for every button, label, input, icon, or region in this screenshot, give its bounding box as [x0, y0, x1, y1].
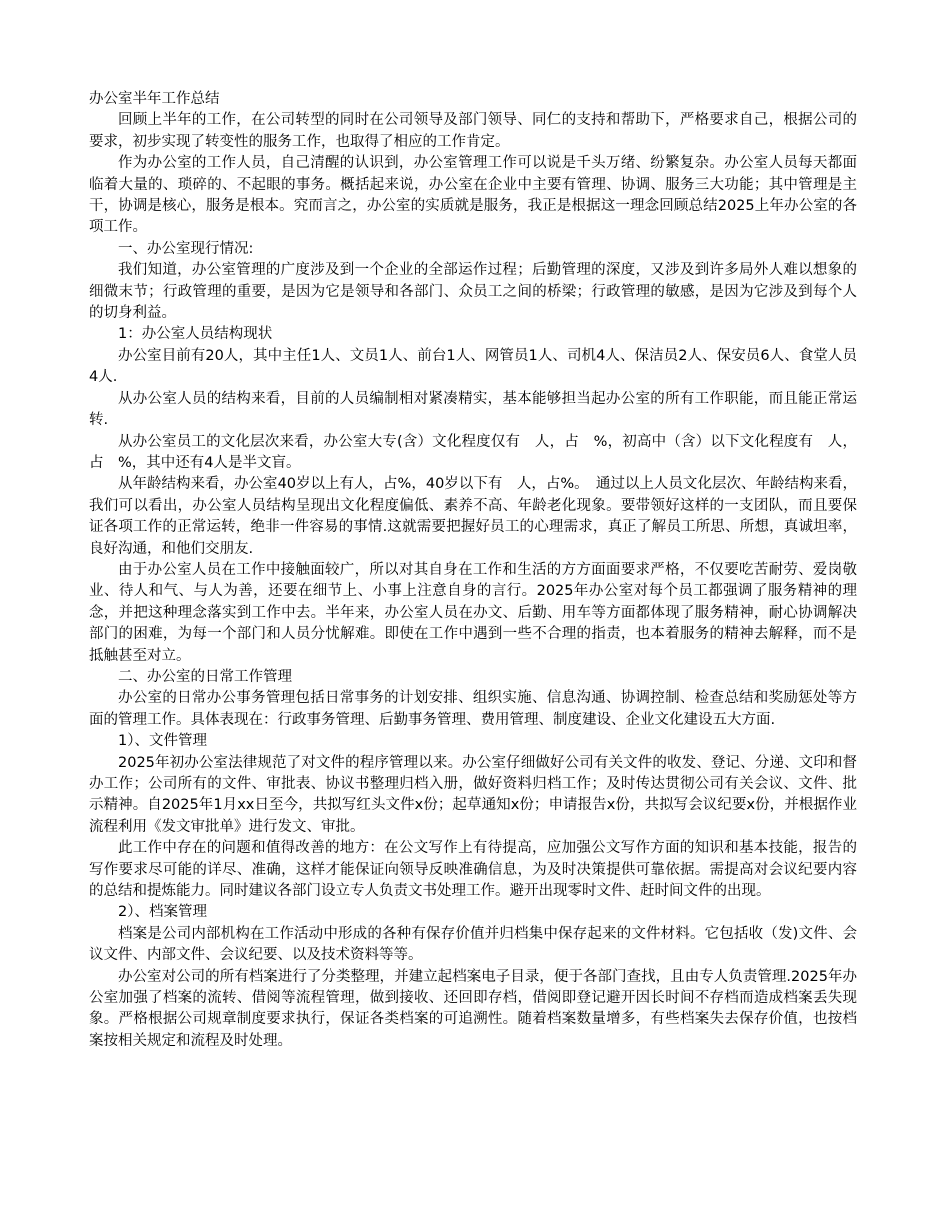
paragraph: 回顾上半年的工作，在公司转型的同时在公司领导及部门领导、同仁的支持和帮助下，严格要求自己，根据公司的要求，初步实现了转变性的服务工作，也取得了相应的工作肯定。: [89, 112, 857, 150]
paragraph: 从办公室员工的文化层次来看，办公室大专(含）文化程度仅有 人，占 %，初高中（含）以下文化程度有 人，占 %，其中还有4人是半文盲。: [89, 433, 857, 471]
section-heading: 二、办公室的日常工作管理: [118, 668, 292, 685]
paragraph: 办公室对公司的所有档案进行了分类整理，并建立起档案电子目录，便于各部门查找，且由专人负责管理.2025年办公室加强了档案的流转、借阅等流程管理，做到接收、还回即存档，借阅即登记避开因长时间不存档而造成档案丢失现象。严格根据公司规章制度要求执行，保证各类档案的可追溯性。随着档案数量增多，有些档案失去保存价值，也按档案按相关规定和流程及时处理。: [89, 968, 857, 1049]
paragraph: 从办公室人员的结构来看，目前的人员编制相对紧凑精实，基本能够担当起办公室的所有工作职能，而且能正常运转.: [89, 390, 857, 429]
section-heading: 一、办公室现行情况:: [118, 240, 254, 257]
paragraph: 办公室目前有20人，其中主任1人、文员1人、前台1人、网管员1人、司机4人、保洁员2人、保安员6人、食堂人员4人.: [89, 347, 857, 386]
document-page: [89, 89, 857, 1052]
paragraph: 2025年初办公室法律规范了对文件的程序管理以来。办公室仔细做好公司有关文件的收发、登记、分递、文印和督办工作；公司所有的文件、审批表、协议书整理归档入册，做好资料归档工作；及时传达贯彻公司有关会议、文件、批示精神。自2025年1月xx日至今，共拟写红头文件x份；起草通知x份；申请报告x份，共拟写会议纪要x份，并根据作业流程利用《发文审批单》进行发文、审批。: [89, 754, 857, 835]
paragraph: 从年龄结构来看，办公室40岁以上有人，占%，40岁以下有 人，占%。 通过以上人员文化层次、年龄结构来看，我们可以看出，办公室人员结构呈现出文化程度偏低、素养不高、年龄老化现象。要带领好这样的一支团队，而且要保证各项工作的正常运转，绝非一件容易的事情.这就需要把握好员工的心理需求，真正了解员工所思、所想，真诚坦率，良好沟通，和他们交朋友.: [89, 476, 857, 557]
paragraph: 由于办公室人员在工作中接触面较广，所以对其自身在工作和生活的方方面面要求严格，不仅要吃苦耐劳、爱岗敬业、待人和气、与人为善，还要在细节上、小事上注意自身的言行。2025年办公室对每个员工都强调了服务精神的理念，并把这种理念落实到工作中去。半年来，办公室人员在办文、后勤、用车等方面都体现了服务精神，耐心协调解决部门的困难，为每一个部门和人员分忧解难。即使在工作中遇到一些不合理的指责，也本着服务的精神去解释，而不是抵触甚至对立。: [89, 561, 857, 664]
subsection-heading: 1）、文件管理: [118, 733, 207, 750]
paragraph: 我们知道，办公室管理的广度涉及到一个企业的全部运作过程；后勤管理的深度，又涉及到许多局外人难以想象的细微末节；行政管理的重要，是因为它是领导和各部门、众员工之间的桥梁；行政管理的敏感，是因为它涉及到每个人的切身利益。: [89, 262, 857, 322]
document-title: 办公室半年工作总结: [89, 91, 220, 107]
subsection-heading: 1：办公室人员结构现状: [118, 326, 273, 343]
paragraph: 办公室的日常办公事务管理包括日常事务的计划安排、组织实施、信息沟通、协调控制、检查总结和奖励惩处等方面的管理工作。具体表现在：行政事务管理、后勤事务管理、费用管理、制度建设、企业文化建设五大方面.: [89, 690, 857, 728]
paragraph: 档案是公司内部机构在工作活动中形成的各种有保存价值并归档集中保存起来的文件材料。它包括收（发)文件、会议文件、内部文件、会议纪要、以及技术资料等等。: [89, 925, 857, 964]
paragraph: 此工作中存在的问题和值得改善的地方：在公文写作上有待提高，应加强公文写作方面的知识和基本技能，报告的写作要求尽可能的详尽、准确，这样才能保证向领导反映准确信息，为及时决策提供可靠依据。需提高对会议纪要内容的总结和提炼能力。同时建议各部门设立专人负责文书处理工作。避开出现零时文件、赶时间文件的出现。: [89, 840, 857, 900]
paragraph: 作为办公室的工作人员，自己清醒的认识到，办公室管理工作可以说是千头万绪、纷繁复杂。办公室人员每天都面临着大量的、琐碎的、不起眼的事务。概括起来说，办公室在企业中主要有管理、协调、服务三大功能；其中管理是主干，协调是核心，服务是根本。究而言之，办公室的实质就是服务，我正是根据这一理念回顾总结2025上年办公室的各项工作。: [89, 155, 857, 236]
subsection-heading: 2）、档案管理: [118, 904, 207, 921]
